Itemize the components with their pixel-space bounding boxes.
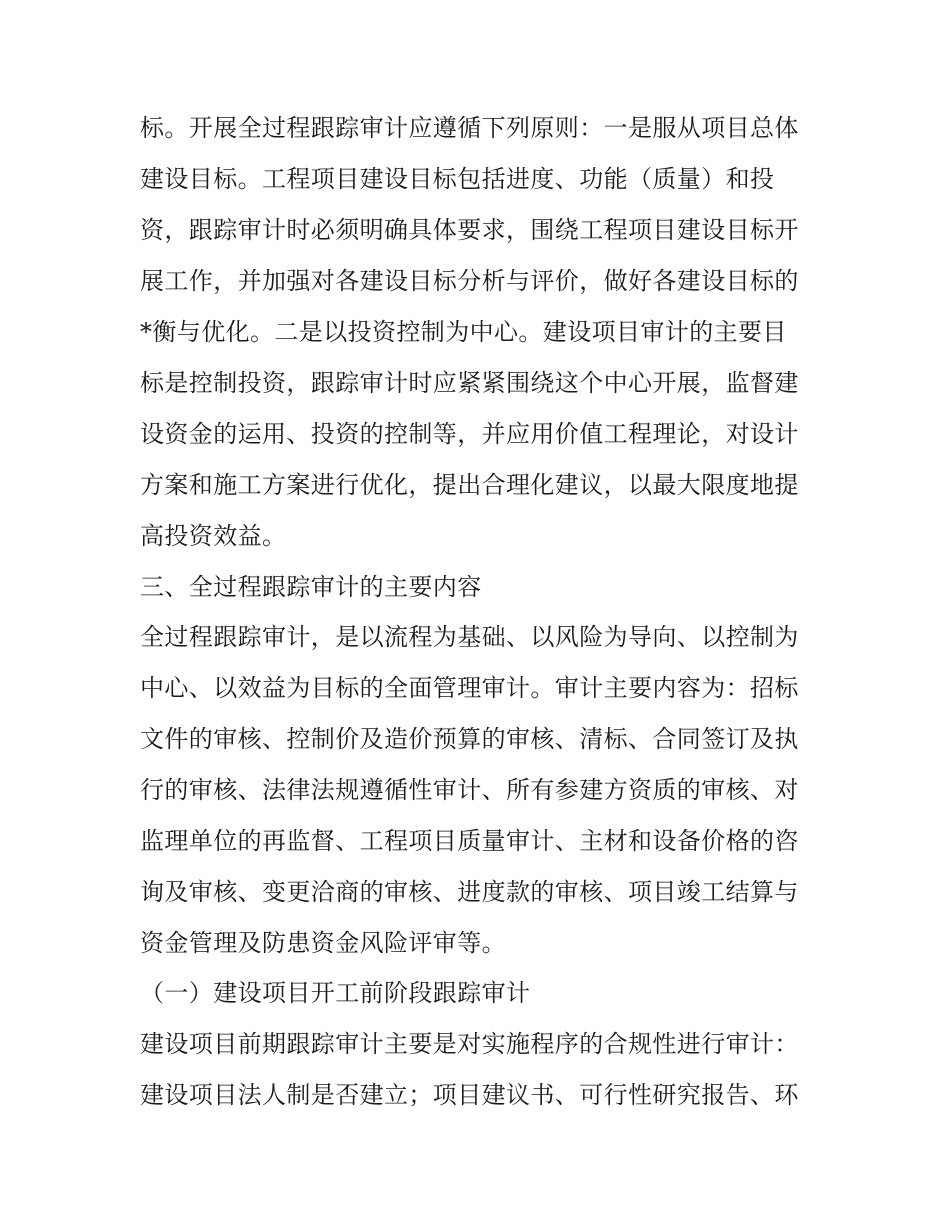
text-line: 标是控制投资，跟踪审计时应紧紧围绕这个中心开展，监督建	[140, 369, 799, 397]
text-line: 文件的审核、控制价及造价预算的审核、清标、合同签订及执	[140, 725, 799, 753]
text-line: 展工作，并加强对各建设目标分析与评价，做好各建设目标的	[140, 267, 799, 295]
text-line: 标。开展全过程跟踪审计应遵循下列原则：一是服从项目总体	[140, 114, 799, 142]
text-line: 建设目标。工程项目建设目标包括进度、功能（质量）和投	[140, 165, 775, 193]
text-line: 全过程跟踪审计，是以流程为基础、以风险为导向、以控制为	[140, 623, 799, 651]
text-line: 方案和施工方案进行优化，提出合理化建议，以最大限度地提	[140, 471, 799, 499]
text-line: 建设项目法人制是否建立；项目建议书、可行性研究报告、环	[140, 1081, 799, 1109]
text-line: 资，跟踪审计时必须明确具体要求，围绕工程项目建设目标开	[140, 216, 799, 244]
text-line: *衡与优化。二是以投资控制为中心。建设项目审计的主要目	[140, 318, 787, 346]
text-line: 中心、以效益为目标的全面管理审计。审计主要内容为：招标	[140, 674, 799, 702]
text-line: 行的审核、法律法规遵循性审计、所有参建方资质的审核、对	[140, 776, 799, 804]
subsection-heading: （一）建设项目开工前阶段跟踪审计	[140, 979, 531, 1007]
text-line: 监理单位的再监督、工程项目质量审计、主材和设备价格的咨	[140, 827, 799, 855]
text-line: 高投资效益。	[140, 522, 287, 550]
text-line: 设资金的运用、投资的控制等，并应用价值工程理论，对设计	[140, 420, 799, 448]
text-line: 资金管理及防患资金风险评审等。	[140, 929, 506, 957]
text-line: 询及审核、变更洽商的审核、进度款的审核、项目竣工结算与	[140, 878, 799, 906]
section-heading: 三、全过程跟踪审计的主要内容	[140, 573, 482, 601]
text-line: 建设项目前期跟踪审计主要是对实施程序的合规性进行审计：	[140, 1030, 799, 1058]
